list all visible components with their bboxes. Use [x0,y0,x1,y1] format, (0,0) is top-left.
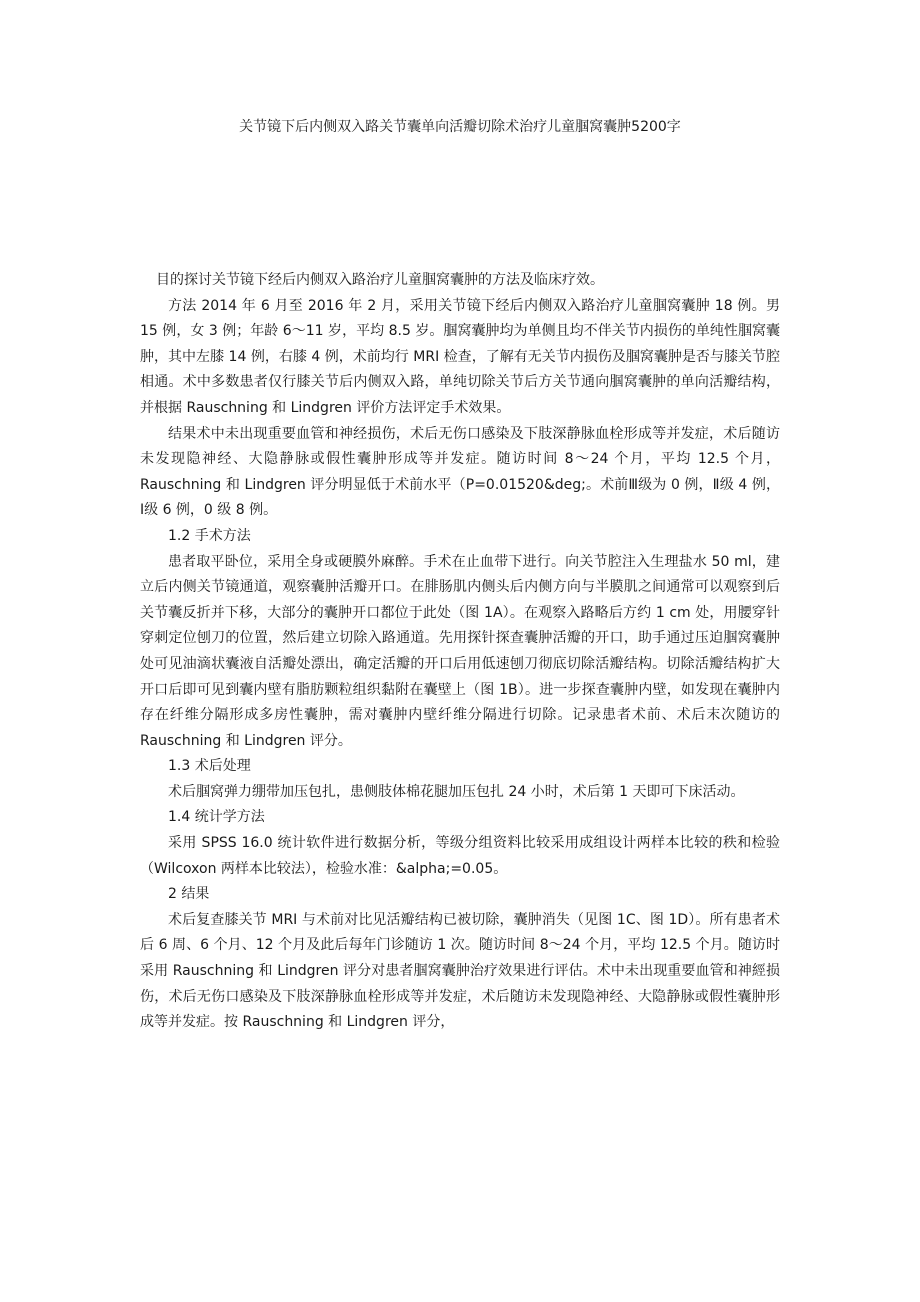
section-heading-results: 2 结果 [168,886,210,903]
paragraph-results: 结果术中未出现重要血管和神经损伤，术后无伤口感染及下肢深静脉血栓形成等并发症，术后随访未发现隐神经、大隐静脉或假性囊肿形成等并发症。随访时间 8～24 个月，平均 12.5 个月， Rauschning 和 Lindgren 评分明显低于术前水平（P=0.01520&deg;。术前Ⅲ级为 0 例，Ⅱ级 4 例，Ⅰ级 6 例，0 级 8 例。 [140,425,780,519]
section-heading-postop: 1.3 术后处理 [168,758,251,775]
paragraph-objective: 目的探讨关节镜下经后内侧双入路治疗儿童腘窝囊肿的方法及临床疗效。 [156,272,604,288]
paragraph-statistics: 采用 SPSS 16.0 统计软件进行数据分析，等级分组资料比较采用成组设计两样本比较的秩和检验（Wilcoxon 两样本比较法），检验水准：&alpha;=0.05。 [140,835,780,877]
document-body [140,268,780,1036]
section-heading-surgery: 1.2 手术方法 [168,527,251,544]
paragraph-methods: 方法 2014 年 6 月至 2016 年 2 月，采用关节镜下经后内侧双入路治疗儿童腘窝囊肿 18 例。男 15 例，女 3 例；年龄 6～11 岁，平均 8.5 岁。腘窝囊肿均为单侧且均不伴关节内损伤的单纯性腘窝囊肿，其中左膝 14 例，右膝 4 例，术前均行 MRI 检查，了解有无关节内损伤及腘窝囊肿是否与膝关节腔相通。术中多数患者仅行膝关节后内侧双入路，单纯切除关节后方关节通向腘窝囊肿的单向活瓣结构，并根据 Rauschning 和 Lindgren 评价方法评定手术效果。 [140,297,780,416]
paragraph-surgery: 患者取平卧位，采用全身或硬膜外麻醉。手术在止血带下进行。向关节腔注入生理盐水 50 ml，建立后内侧关节镜通道，观察囊肿活瓣开口。在腓肠肌内侧头后内侧方向与半膜肌之间通常可以观察到后关节囊反折并下移，大部分的囊肿开口都位于此处（图 1A）。在观察入路略后方约 1 cm 处，用腰穿针穿刺定位刨刀的位置，然后建立切除入路通道。先用探针探查囊肿活瓣的开口，助手通过压迫腘窝囊肿处可见油滴状囊液自活瓣处漂出，确定活瓣的开口后用低速刨刀彻底切除活瓣结构。切除活瓣结构扩大开口后即可见到囊内壁有脂肪颗粒组织黏附在囊壁上（图 1B）。进一步探查囊肿内壁，如发现在囊肿内存在纤维分隔形成多房性囊肿，需对囊肿内壁纤维分隔进行切除。记录患者术前、术后末次随访的 Rauschning 和 Lindgren 评分。 [140,553,780,749]
document-title: 关节镜下后内侧双入路关节囊单向活瓣切除术治疗儿童腘窝囊肿5200字 [239,119,681,135]
section-heading-statistics: 1.4 统计学方法 [168,809,265,826]
paragraph-results-detail: 术后复查膝关节 MRI 与术前对比见活瓣结构已被切除，囊肿消失（见图 1C、图 1D）。所有患者术后 6 周、6 个月、12 个月及此后每年门诊随访 1 次。随访时间 8～24 个月，平均 12.5 个月。随访时采用 Rauschning 和 Lindgren 评分对患者腘窝囊肿治疗效果进行评估。术中未出现重要血管和神經损伤，术后无伤口感染及下肢深静脉血栓形成等并发症，术后随访未发现隐神经、大隐静脉或假性囊肿形成等并发症。按 Rauschning 和 Lindgren 评分， [140,911,780,1031]
paragraph-postop: 术后腘窝弹力绷带加压包扎，患侧肢体棉花腿加压包扎 24 小时，术后第 1 天即可下床活动。 [168,783,745,800]
